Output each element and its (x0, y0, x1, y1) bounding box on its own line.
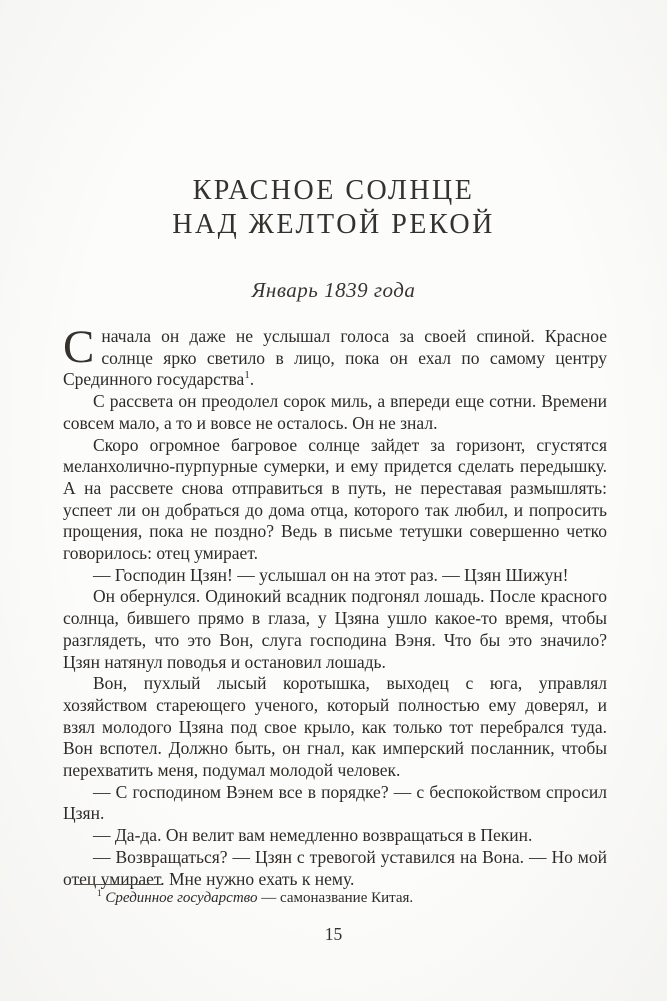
footnote-block (63, 884, 607, 908)
paragraph: Он обернулся. Одинокий всадник подгонял лошадь. После красного солнца, бившего прямо в глаза, у Цзяна ушло какое-то время, чтобы разглядеть, что это Вон, слуга господина Вэня. Что бы это значило? Цзян натянул поводья и остановил лошадь. (63, 586, 607, 672)
footnote-separator-rule (75, 884, 162, 885)
paragraph-text: начала он даже не услышал голоса за своей спиной. Красное солнце ярко светило в лицо, пока он ехал по самому центру Срединного государства (63, 326, 607, 390)
paragraph-dialogue: — Господин Цзян! — услышал он на этот раз. — Цзян Шижун! (93, 564, 569, 585)
paragraph: Вон, пухлый лысый коротышка, выходец с юга, управлял хозяйством стареющего ученого, который полностью ему доверял, и взял молодого Цзяна под свое крыло, как только тот перебрался туда. Вон вспотел. Должно быть, он гнал, как имперский посланник, чтобы перехватить меня, подумал молодой человек. (63, 673, 607, 781)
paragraph-dialogue: — С господином Вэнем все в порядке? — с беспокойством спросил Цзян. (63, 781, 607, 824)
paragraph: С рассвета он преодолел сорок миль, а впереди еще сотни. Времени совсем мало, а то и вовсе не осталось. Он не знал. (63, 391, 607, 433)
chapter-title-line-1: КРАСНОЕ СОЛНЦЕ (192, 175, 475, 206)
footnote-definition: — самоназвание Китая. (257, 890, 414, 906)
drop-cap-letter: С (63, 321, 95, 373)
paragraph-with-drop-cap (63, 321, 607, 391)
footnote-text (63, 889, 607, 908)
paragraph: Скоро огромное багровое солнце зайдет за горизонт, сгустятся меланхолично-пурпурные сумерки, и ему придется сделать передышку. А на рассвете снова отправиться в путь, не переставая размышлять: успеет ли он добраться до дома отца, которого так любил, и попросить прощения, пока не поздно? Ведь в письме тетушки совершенно четко говорилось: отец умирает. (63, 434, 607, 564)
chapter-title (0, 174, 667, 242)
body-text (63, 321, 607, 890)
footnote-term: Срединное государство (105, 890, 258, 906)
paragraph-text-after-ref: . (249, 369, 255, 390)
footnote-marker: 1 (97, 889, 102, 899)
chapter-subtitle-date: Январь 1839 года (251, 278, 416, 302)
footnote-reference-marker: 1 (244, 369, 250, 382)
page-number: 15 (324, 924, 343, 944)
chapter-title-line-2: НАД ЖЕЛТОЙ РЕКОЙ (172, 209, 495, 240)
paragraph-dialogue: — Возвращаться? — Цзян с тревогой уставился на Вона. — Но мой отец умирает. Мне нужно ехать к нему. (63, 846, 607, 889)
paragraph-dialogue: — Да-да. Он велит вам немедленно возвращаться в Пекин. (93, 825, 533, 846)
